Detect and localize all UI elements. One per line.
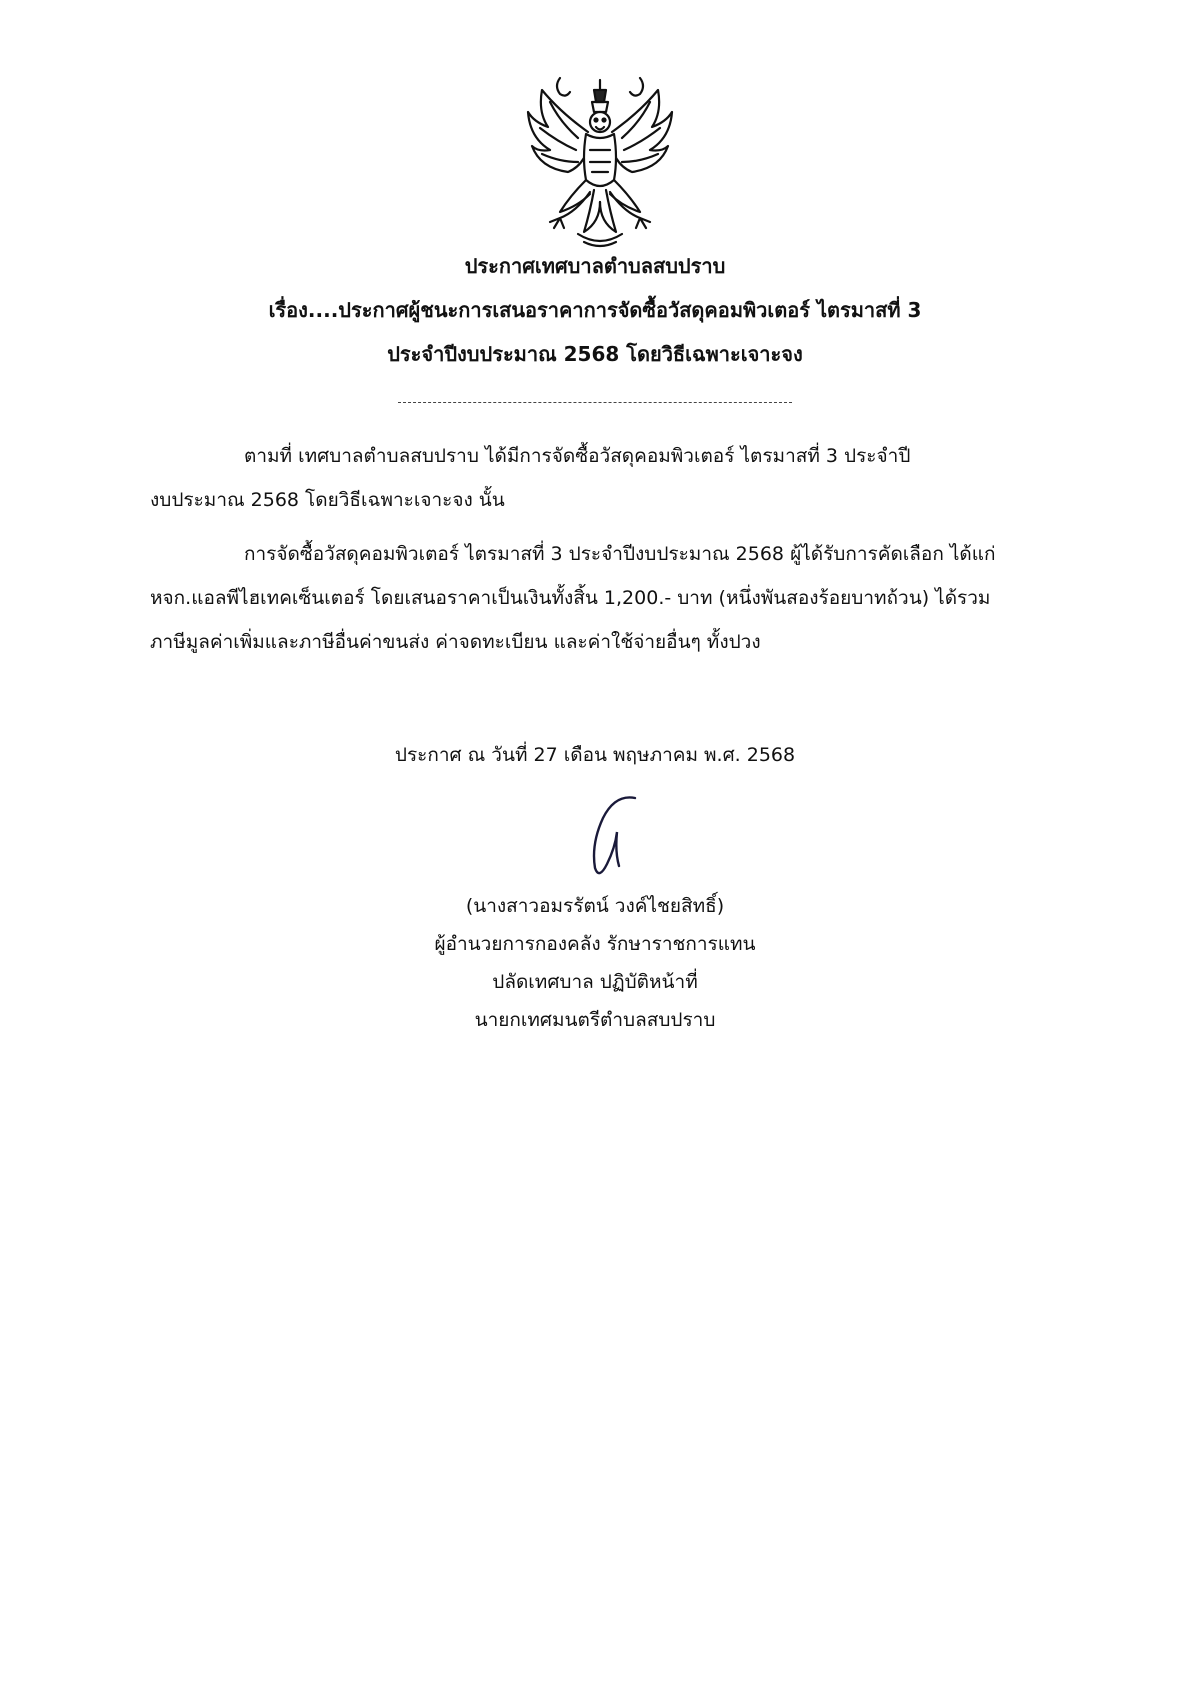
paragraph-1-line-2: งบประมาณ 2568 โดยวิธีเฉพาะเจาะจง นั้น [150,489,505,511]
document-header [0,244,1190,376]
handwritten-signature-icon [575,792,645,882]
header-divider [398,402,792,403]
header-subject-continued: ประจำปีงบประมาณ 2568 โดยวิธีเฉพาะเจาะจง [387,342,803,366]
announcement-date-block [0,736,1190,774]
header-subject: เรื่อง....ประกาศผู้ชนะการเสนอราคาการจัดซื้อวัสดุคอมพิวเตอร์ ไตรมาสที่ 3 [268,298,922,322]
paragraph-2-line-2: หจก.แอลพีไฮเทคเซ็นเตอร์ โดยเสนอราคาเป็นเงินทั้งสิ้น 1,200.- บาท (หนึ่งพันสองร้อยบาทถ้วน) ได้รวม [150,587,991,609]
paragraph-2-line-1: การจัดซื้อวัสดุคอมพิวเตอร์ ไตรมาสที่ 3 ประจำปีงบประมาณ 2568 ผู้ได้รับการคัดเลือก ได้แก่ [244,543,996,565]
garuda-emblem-icon [520,72,680,252]
paragraph-1-line-1: ตามที่ เทศบาลตำบลสบปราบ ได้มีการจัดซื้อวัสดุคอมพิวเตอร์ ไตรมาสที่ 3 ประจำปี [244,445,911,467]
signatory-title-1: ผู้อำนวยการกองคลัง รักษาราชการแทน [434,933,756,955]
header-title: ประกาศเทศบาลตำบลสบปราบ [464,254,726,278]
signatory-title-3: นายกเทศมนตรีตำบลสบปราบ [474,1009,716,1031]
signatory-title-2: ปลัดเทศบาล ปฏิบัติหน้าที่ [492,971,698,993]
signatory-name: (นางสาวอมรรัตน์ วงค์ไชยสิทธิ์) [465,895,725,917]
signatory-block [0,887,1190,1039]
announcement-date: ประกาศ ณ วันที่ 27 เดือน พฤษภาคม พ.ศ. 2568 [394,744,796,766]
paragraph-2-line-3: ภาษีมูลค่าเพิ่มและภาษีอื่นค่าขนส่ง ค่าจดทะเบียน และค่าใช้จ่ายอื่นๆ ทั้งปวง [150,631,761,653]
